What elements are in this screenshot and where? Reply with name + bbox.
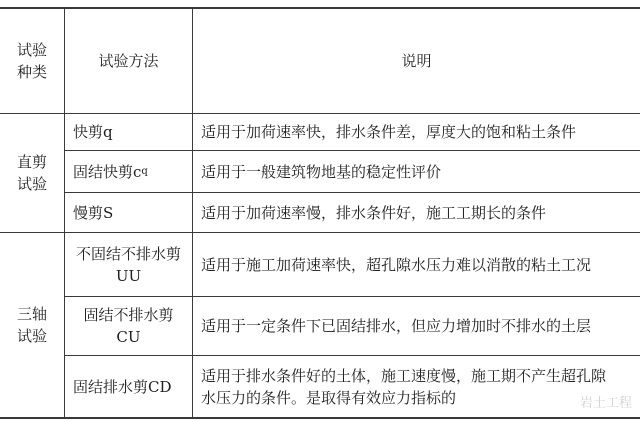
header-category: 试验 种类 [16,40,47,81]
method-text: 固结快剪c [73,162,142,181]
table-row-description: 适用于一定条件下已固结排水，但应力增加时不排水的土层 [201,317,592,335]
header-description: 说明 [401,51,432,70]
table-row-description: 适用于施工加荷速率快，超孔隙水压力难以消散的粘土工况 [201,255,592,274]
table-row-method: 快剪q [73,123,113,141]
table-bottom-rule [0,417,640,419]
watermark: 岩土工程 [579,396,632,411]
table-row-method [73,151,192,192]
category-direct-shear: 直剪 试验 [16,153,47,193]
table-row-method: 固结不排水剪 CU [83,306,174,346]
table-row-description: 适用于排水条件好的土体，施工速度慢，施工期不产生超孔隙 水压力的条件。是取得有效应力指标的 [201,366,607,407]
table-row-description: 适用于加荷速率慢，排水条件好，施工工期长的条件 [201,203,547,222]
header-method: 试验方法 [98,51,159,70]
table-row-method: 不固结不排水剪 UU [75,244,181,285]
category-triaxial: 三轴 试验 [16,305,47,345]
table-row-description: 适用于加荷速率快，排水条件差，厚度大的饱和粘土条件 [201,123,577,141]
table-row-method: 慢剪S [73,203,114,222]
table-row-method: 固结排水剪CD [73,377,172,396]
method-subscript: q [141,165,148,177]
table-row-description: 适用于一般建筑物地基的稳定性评价 [201,162,442,181]
